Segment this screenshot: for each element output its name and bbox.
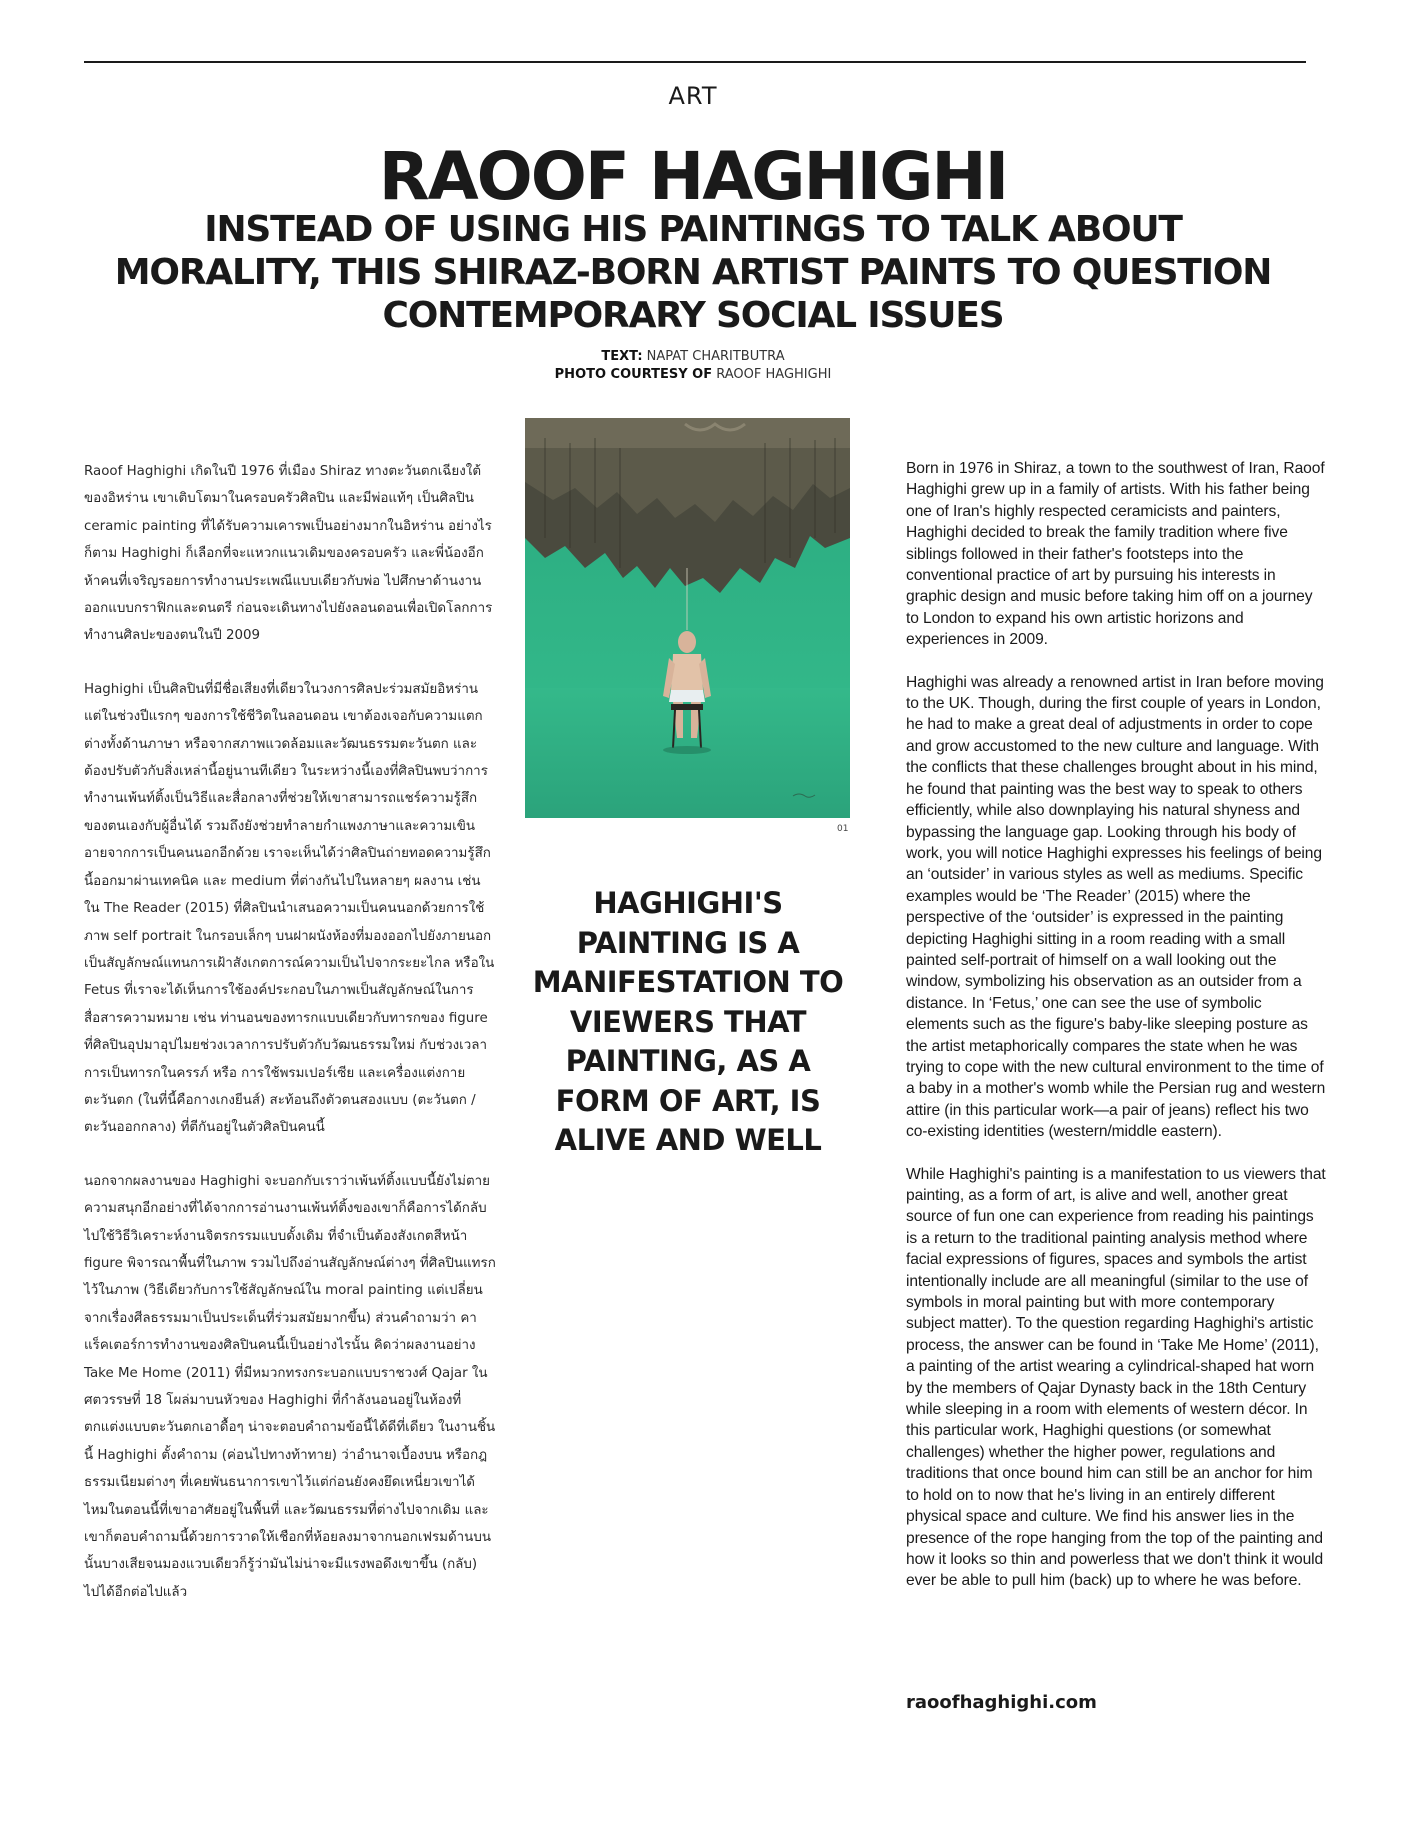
credit-text-value: NAPAT CHARITBUTRA	[646, 349, 785, 364]
english-column	[906, 458, 1326, 1613]
credit-text-label: TEXT:	[601, 349, 643, 364]
credits	[0, 348, 1386, 384]
english-paragraph: While Haghighi's painting is a manifestation to us viewers that painting, as a form of art, is alive and well, another great source of fun one can experience from reading his paintings is a return to the traditional painting analysis method where facial expressions of figures, spaces and symbols the artist intentionally include are all meaningful (similar to the use of symbols in moral painting but with more contemporary subject matter). To the question regarding Haghighi's artistic process, the answer can be found in ‘Take Me Home’ (2011), a painting of the artist wearing a cylindrical-shaped hat worn by the members of Qajar Dynasty back in the 18th Century while sleeping in a room with elements of western décor. In this particular work, Haghighi questions (or somewhat challenges) whether the higher power, regulations and traditions that once bound him can still be an anchor for him to hold on to now that he's living in an entirely different physical space and culture. We find his answer lies in the presence of the rope hanging from the top of the painting and how it looks so thin and powerless that we don't think it would ever be able to pull him (back) up to where he was before.	[906, 1165, 1326, 1590]
credit-text	[0, 348, 1386, 366]
section-label: ART	[668, 82, 718, 110]
thai-paragraph: Raoof Haghighi เกิดในปี 1976 ที่เมือง Shiraz ทางตะวันตกเฉียงใต้ของอิหร่าน เขาเติบโตมาในครอบครัวศิลปิน และมีพ่อแท้ๆ เป็นศิลปิน ceramic painting ที่ได้รับความเคารพเป็นอย่างมากในอิหร่าน อย่างไรก็ตาม Haghighi ก็เลือกที่จะแหวกแนวเดิมของครอบครัว และพี่น้องอีกห้าคนที่เจริญรอยการทำงานประเพณีแบบเดียวกับพ่อ ไปศึกษาด้านงานออกแบบกราฟิกและดนตรี ก่อนจะเดินทางไปยังลอนดอนเพื่อเปิดโลกการทำงานศิลปะของตนในปี 2009	[84, 464, 493, 644]
painting-image	[525, 418, 850, 818]
pull-quote: HAGHIGHI'S PAINTING IS A MANIFESTATION TO VIEWERS THAT PAINTING, AS A FORM OF ART, IS ALIVE AND WELL	[532, 886, 844, 1157]
top-rule	[84, 61, 1306, 63]
article-subtitle: INSTEAD OF USING HIS PAINTINGS TO TALK ABOUT MORALITY, THIS SHIRAZ-BORN ARTIST PAINTS TO QUESTION CONTEMPORARY SOCIAL ISSUES	[114, 209, 1272, 336]
credit-photo-value: RAOOF HAGHIGHI	[716, 367, 832, 382]
credit-photo-label: PHOTO COURTESY OF	[554, 367, 713, 382]
credit-photo	[0, 366, 1386, 384]
english-paragraph: Born in 1976 in Shiraz, a town to the southwest of Iran, Raoof Haghighi grew up in a family of artists. With his father being one of Iran's highly respected ceramicists and painters, Haghighi decided to break the family tradition where five siblings followed in their father's footsteps into the conventional practice of art by pursuing his interests in graphic design and music before taking him off on a journey to London to expand his own artistic horizons and experiences in 2009.	[906, 460, 1325, 649]
article-title: RAOOF HAGHIGHI	[378, 138, 1008, 215]
thai-column	[84, 458, 496, 1632]
english-paragraph: Haghighi was already a renowned artist in Iran before moving to the UK. Though, during the first couple of years in London, he had to make a great deal of adjustments in order to cope and grow accustomed to the new culture and language. With the conflicts that these challenges brought about in his mind, he found that painting was the best way to speak to others efficiently, while also downplaying his natural shyness and bypassing the language gap. Looking through his body of work, you will notice Haghighi expresses his feelings of being an ‘outsider’ in various styles as well as mediums. Specific examples would be ‘The Reader’ (2015) where the perspective of the ‘outsider’ is expressed in the painting depicting Haghighi sitting in a room reading with a small painted self-portrait of himself on a wall looking out the window, symbolizing his observation as an outsider from a distance. In ‘Fetus,’ one can see the use of symbolic elements such as the figure's baby-like sleeping posture as the artist metaphorically compares the state when he was trying to cope with the new cultural environment to the time of a baby in a mother's womb while the Persian rug and western attire (in this particular work—a pair of jeans) reflect his two co-existing identities (western/middle eastern).	[906, 673, 1326, 1141]
figure-number: 01	[837, 824, 849, 834]
website-link[interactable]: raoofhaghighi.com	[906, 1692, 1097, 1713]
painting-illustration	[525, 418, 850, 818]
thai-paragraph: Haghighi เป็นศิลปินที่มีชื่อเสียงที่เดียวในวงการศิลปะร่วมสมัยอิหร่าน แต่ในช่วงปีแรกๆ ของการใช้ชีวิตในลอนดอน เขาต้องเจอกับความแตกต่างทั้งด้านภาษา หรือจากสภาพแวดล้อมและวัฒนธรรมตะวันตก และต้องปรับตัวกับสิ่งเหล่านี้อยู่นานทีเดียว ในระหว่างนี้เองที่ศิลปินพบว่าการทำงานเพ้นท์ติ้งเป็นวิธีและสื่อกลางที่ช่วยให้เขาสามารถแชร์ความรู้สึกของตนเองกับผู้อื่นได้ รวมถึงยังช่วยทำลายกำแพงภาษาและความเขินอายจากการเป็นคนนอกอีกด้วย เราจะเห็นได้ว่าศิลปินถ่ายทอดความรู้สึกนี้ออกมาผ่านเทคนิค และ medium ที่ต่างกันไปในหลายๆ ผลงาน เช่นใน The Reader (2015) ที่ศิลปินนำเสนอความเป็นคนนอกด้วยการใช้ภาพ self portrait ในกรอบเล็กๆ บนฝาผนังห้องที่มองออกไปยังภายนอกเป็นสัญลักษณ์แทนการเฝ้าสังเกตการณ์ความเป็นไปจากระยะไกล หรือใน Fetus ที่เราจะได้เห็นการใช้องค์ประกอบในภาพเป็นสัญลักษณ์ในการสื่อสารความหมาย เช่น ท่านอนของทารกแบบเดียวกับทารกของ figure ที่ศิลปินอุปมาอุปไมยช่วงเวลาการปรับตัวกับวัฒนธรรมใหม่ กับช่วงเวลาการเป็นทารกในครรภ์ หรือ การใช้พรมเปอร์เซีย และเครื่องแต่งกายตะวันตก (ในที่นี้คือกางเกงยีนส์) สะท้อนถึงตัวตนสองแบบ (ตะวันตก / ตะวันออกกลาง) ที่ตีกันอยู่ในตัวศิลปินคนนี้	[84, 681, 495, 1136]
thai-paragraph: นอกจากผลงานของ Haghighi จะบอกกับเราว่าเพ้นท์ติ้งแบบนี้ยังไม่ตาย ความสนุกอีกอย่างที่ได้จากการอ่านงานเพ้นท์ติ้งของเขาก็คือการได้กลับไปใช้วิธีวิเคราะห์งานจิตรกรรมแบบดั้งเดิม ที่จำเป็นต้องสังเกตสีหน้า figure พิจารณาพื้นที่ในภาพ รวมไปถึงอ่านสัญลักษณ์ต่างๆ ที่ศิลปินแทรกไว้ในภาพ (วิธีเดียวกับการใช้สัญลักษณ์ใน moral painting แต่เปลี่ยนจากเรื่องศีลธรรมมาเป็นประเด็นที่ร่วมสมัยมากขึ้น) ส่วนคำถามว่า คาแร็คเตอร์การทำงานของศิลปินคนนี้เป็นอย่างไรนั้น คิดว่าผลงานอย่าง Take Me Home (2011) ที่มีหมวกทรงกระบอกแบบราชวงศ์ Qajar ในศตวรรษที่ 18 โผล่มาบนหัวของ Haghighi ที่กำลังนอนอยู่ในห้องที่ตกแต่งแบบตะวันตกเอาดื้อๆ น่าจะตอบคำถามข้อนี้ได้ดีที่เดียว ในงานชิ้นนี้ Haghighi ตั้งคำถาม (ค่อนไปทางท้าทาย) ว่าอำนาจเบื้องบน หรือกฎธรรมเนียมต่างๆ ที่เคยพันธนาการเขาไว้แต่ก่อนยังคงยึดเหนี่ยวเขาได้ไหมในตอนนี้ที่เขาอาศัยอยู่ในพื้นที่ และวัฒนธรรมที่ต่างไปจากเดิม และเขาก็ตอบคำถามนี้ด้วยการวาดให้เชือกที่ห้อยลงมาจากนอกเฟรมด้านบนนั้นบางเสียจนมองแวบเดียวก็รู้ว่ามันไม่น่าจะมีแรงพอดึงเขาขึ้น (กลับ) ไปได้อีกต่อไปแล้ว	[84, 1173, 496, 1600]
